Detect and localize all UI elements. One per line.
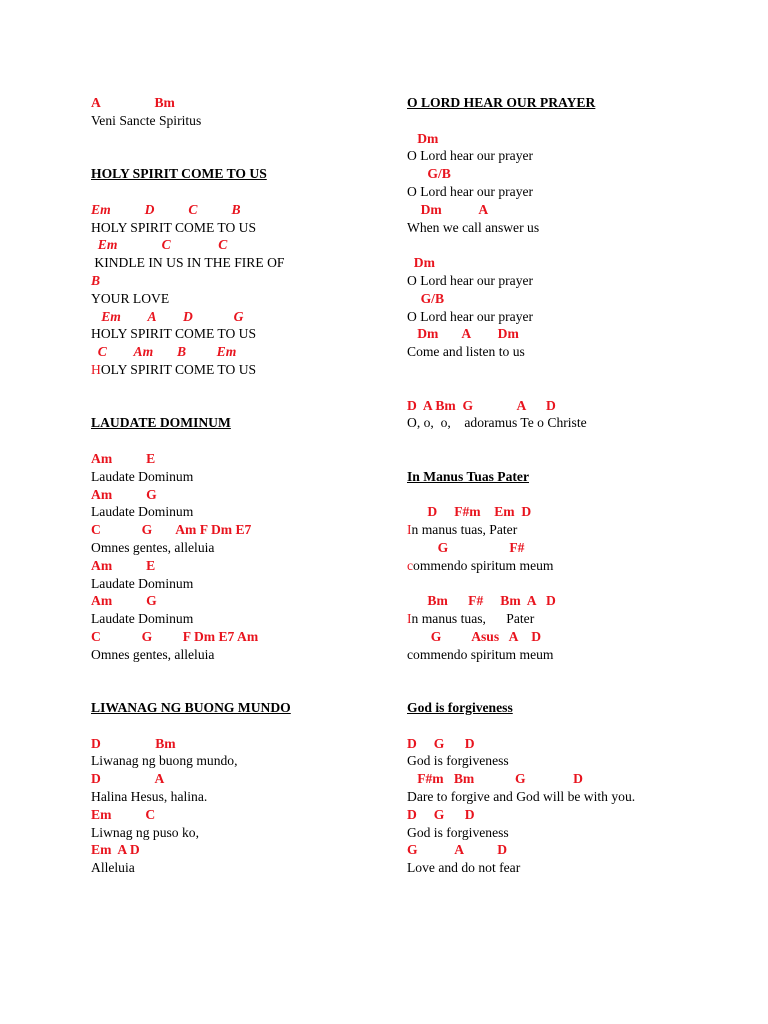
lyric-line: Alleluia: [91, 860, 135, 876]
lyric-line: Laudate Dominum: [91, 575, 194, 591]
chord-line: G Asus A D: [407, 628, 542, 644]
song-title-liwanag: LIWANAG NG BUONG MUNDO: [91, 700, 291, 716]
lyric-line: Omnes gentes, alleluia: [91, 539, 215, 555]
song-title-o-lord: O LORD HEAR OUR PRAYER: [407, 95, 596, 110]
lyric-line: HOLY SPIRIT COME TO US: [91, 326, 257, 342]
song-title-god-is-forgiveness: God is forgiveness: [407, 700, 513, 716]
lyric-line: Laudate Dominum: [91, 468, 194, 484]
chord-line: F#m Bm G D: [407, 771, 583, 787]
chord-line: Dm: [407, 130, 439, 146]
chord-line: A Bm: [91, 95, 175, 110]
chord-line: B: [91, 272, 101, 288]
chord-line: Em C C: [91, 237, 228, 253]
chord-line: C G Am F Dm E7: [91, 522, 252, 538]
lyric-line: HOLY SPIRIT COME TO US: [91, 219, 257, 235]
chord-line: Dm A Dm: [407, 326, 519, 342]
chord-line: G F#: [407, 539, 525, 555]
lyric-line: Love and do not fear: [407, 860, 521, 876]
lyric-line: O Lord hear our prayer: [407, 183, 534, 199]
chord-line: D F#m Em D: [407, 504, 532, 520]
chord-line: C G F Dm E7 Am: [91, 628, 259, 644]
chord-line: D A: [91, 771, 165, 787]
lyric-line: Dare to forgive and God will be with you.: [407, 789, 636, 805]
lyric-line: Veni Sancte Spiritus: [91, 112, 202, 128]
chord-line: Bm F# Bm A D: [407, 593, 556, 609]
chord-line: C Am B Em: [91, 344, 237, 360]
lyric-rest: OLY SPIRIT COME TO US: [100, 361, 257, 377]
lyric-rest: ommendo spiritum meum: [413, 557, 554, 573]
lyric-line: Laudate Dominum: [91, 611, 194, 627]
lyric-line: God is forgiveness: [407, 824, 509, 840]
lyric-line: O Lord hear our prayer: [407, 308, 534, 324]
right-column: [407, 94, 747, 877]
lyric-line: Come and listen to us: [407, 344, 525, 360]
chord-line: G A D: [407, 842, 508, 858]
lyric-line: Laudate Dominum: [91, 504, 194, 520]
lyric-initial: H: [91, 361, 101, 377]
lyric-line: Liwanag ng buong mundo,: [91, 753, 238, 769]
lyric-line: When we call answer us: [407, 219, 540, 235]
chord-line: Am E: [91, 557, 156, 573]
lyric-line: [91, 361, 391, 379]
lyric-initial: I: [407, 522, 412, 538]
song-title-laudate: LAUDATE DOMINUM: [91, 415, 231, 431]
chord-line: Em C: [91, 806, 156, 822]
lyric-line: Liwnag ng puso ko,: [91, 824, 199, 840]
chord-line: Am G: [91, 593, 157, 609]
lyric-line: YOUR LOVE: [91, 290, 170, 306]
chord-line: D A Bm G A D: [407, 397, 556, 413]
chord-line: D Bm: [91, 735, 176, 751]
lyric-line: [407, 557, 747, 575]
lyric-rest: n manus tuas, Pater: [411, 611, 535, 627]
chord-line: Em A D: [91, 842, 140, 858]
chord-line: Dm A: [407, 201, 489, 217]
chord-line: Dm: [407, 255, 435, 271]
chord-line: D G D: [407, 735, 475, 751]
lyric-line: O Lord hear our prayer: [407, 272, 534, 288]
chord-line: G/B: [407, 166, 451, 182]
lyric-initial: c: [407, 557, 414, 573]
chord-line: Am G: [91, 486, 157, 502]
chord-line: Em D C B: [91, 201, 241, 217]
lyric-line: O, o, o, adoramus Te o Christe: [407, 415, 587, 431]
lyric-line: [407, 521, 747, 539]
chord-line: G/B: [407, 290, 445, 306]
lyric-line: [407, 610, 747, 628]
lyric-initial: I: [407, 611, 412, 627]
lyric-line: God is forgiveness: [407, 753, 509, 769]
lyric-line: Omnes gentes, alleluia: [91, 646, 215, 662]
chord-line: Am E: [91, 450, 156, 466]
lyric-line: Halina Hesus, halina.: [91, 789, 208, 805]
chord-line: D G D: [407, 806, 475, 822]
song-title-in-manus: In Manus Tuas Pater: [407, 468, 529, 484]
lyric-line: commendo spiritum meum: [407, 646, 554, 662]
lyric-rest: n manus tuas, Pater: [411, 522, 518, 538]
lyric-line: O Lord hear our prayer: [407, 148, 534, 164]
song-title-holy-spirit: HOLY SPIRIT COME TO US: [91, 166, 267, 182]
lyric-line: KINDLE IN US IN THE FIRE OF: [91, 255, 285, 271]
chord-line: Em A D G: [91, 308, 244, 324]
left-column: [91, 94, 391, 877]
